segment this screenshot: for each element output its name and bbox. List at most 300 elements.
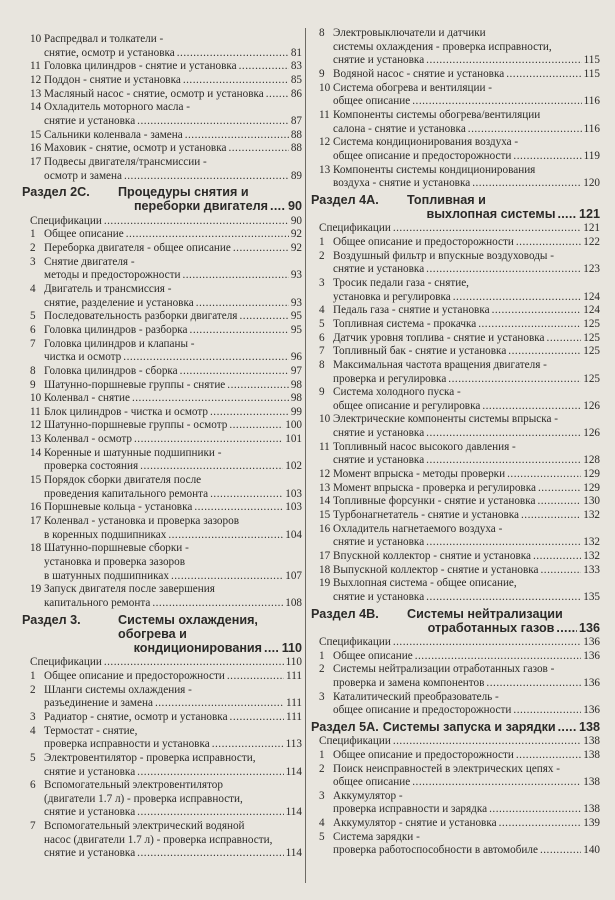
entry-title: Порядок сборки двигателя после [44, 474, 202, 487]
entry-number: 17 [319, 550, 331, 563]
toc-entry[interactable] [311, 691, 600, 718]
toc-entry[interactable] [22, 101, 302, 128]
dot-leader [118, 199, 134, 213]
entry-line [22, 488, 302, 502]
entry-title: общее описание [333, 95, 411, 108]
entry-title: Спецификации [319, 735, 391, 748]
indent [22, 766, 44, 780]
entry-line [311, 413, 600, 427]
section-heading[interactable] [22, 613, 302, 656]
toc-entry[interactable] [22, 419, 302, 433]
toc-entry[interactable] [22, 711, 302, 725]
toc-entry[interactable] [311, 790, 600, 817]
entry-title: Водяной насос - снятие и установка [333, 67, 505, 80]
entry-line [22, 115, 302, 129]
entry-title: Общее описание и предосторожности [333, 235, 514, 248]
entry-line [22, 738, 302, 752]
toc-entry[interactable] [311, 663, 600, 690]
entry-title: установка и проверка зазоров [44, 556, 186, 569]
specifications-entry[interactable] [311, 735, 600, 749]
entry-number: 2 [30, 683, 36, 696]
dot-leader [123, 351, 289, 365]
toc-entry[interactable] [22, 515, 302, 542]
page-number: 116 [583, 95, 600, 108]
dot-leader [185, 129, 289, 143]
entry-title: снятие и установка [333, 591, 425, 603]
toc-entry[interactable] [22, 338, 302, 365]
toc-entry[interactable] [311, 136, 600, 163]
page-number: 87 [290, 114, 302, 127]
page-number: 133 [583, 563, 600, 576]
entry-title: Общее описание [333, 649, 413, 662]
indent [311, 677, 333, 691]
dot-leader [472, 177, 581, 191]
entry-title: Запуск двигателя после завершения [44, 583, 215, 596]
entry-title: снятие и установка [44, 765, 136, 778]
indent [22, 297, 44, 311]
section-label: Раздел 4А. [311, 192, 379, 207]
toc-entry[interactable] [22, 583, 302, 610]
entry-title: Электрические компоненты системы впрыска - [333, 413, 559, 426]
entry-line [22, 779, 302, 793]
entry-line [311, 790, 600, 804]
entry-line [22, 101, 302, 115]
toc-entry[interactable] [311, 413, 600, 440]
section-title: Процедуры снятия и [118, 185, 249, 200]
dot-leader [137, 806, 283, 820]
dot-leader [194, 501, 283, 515]
entry-number: 12 [319, 136, 331, 149]
entry-title: Переборка двигателя - общее описание [44, 241, 231, 254]
dot-leader [266, 88, 289, 102]
toc-entry[interactable] [22, 447, 302, 474]
page-number: 108 [285, 597, 302, 609]
indent [22, 793, 44, 807]
dot-leader [407, 207, 427, 221]
section-heading[interactable] [311, 720, 600, 734]
toc-entry[interactable] [22, 88, 302, 102]
entry-number [311, 735, 319, 749]
dot-leader [415, 650, 582, 664]
entry-line [22, 228, 302, 242]
entry-title: Электровентилятор - проверка исправности, [44, 751, 256, 764]
indent [22, 641, 118, 655]
entry-line [22, 406, 302, 420]
toc-entry[interactable] [311, 763, 600, 790]
entry-line [311, 536, 600, 550]
entry-number [311, 222, 319, 236]
section-heading[interactable] [311, 193, 600, 221]
dot-leader [393, 222, 581, 236]
section-title: переборки двигателя [133, 199, 269, 214]
toc-entry[interactable] [311, 318, 600, 332]
entry-line [311, 454, 600, 468]
entry-title: системы охлаждения - проверка исправности, [333, 40, 552, 53]
toc-entry[interactable] [22, 820, 302, 861]
entry-title: Термостат - снятие, [44, 724, 138, 737]
page-number: 85 [290, 73, 302, 86]
entry-title: (двигатели 1.7 л) - проверка исправности, [44, 792, 243, 805]
entry-number: 14 [319, 495, 331, 508]
entry-line [22, 129, 302, 143]
entry-title: Общее описание и предосторожности [44, 669, 225, 682]
entry-number [22, 215, 30, 229]
toc-entry[interactable] [22, 474, 302, 501]
dot-leader [180, 365, 289, 379]
toc-entry[interactable] [311, 550, 600, 564]
page-number: 110 [281, 641, 303, 656]
entry-number: 11 [30, 405, 41, 418]
entry-line [22, 74, 302, 88]
toc-entry[interactable] [22, 60, 302, 74]
toc-entry[interactable] [22, 129, 302, 143]
entry-number: 11 [319, 108, 330, 121]
entry-line [311, 291, 600, 305]
toc-entry[interactable] [311, 468, 600, 482]
section-label: Раздел 4В. [311, 606, 379, 621]
dot-leader [533, 550, 581, 564]
entry-title: установка и регулировка [333, 290, 451, 303]
dot-leader [239, 60, 289, 74]
toc-entry[interactable] [311, 523, 600, 550]
heading-line [311, 621, 600, 635]
dot-leader [426, 454, 581, 468]
indent [311, 263, 333, 277]
entry-title: Впускной коллектор - снятие и установка [333, 550, 531, 563]
toc-entry[interactable] [311, 482, 600, 496]
page-number: 128 [583, 454, 600, 467]
entry-line [311, 318, 600, 332]
indent [22, 627, 118, 641]
toc-entry[interactable] [311, 831, 600, 858]
entry-number: 8 [30, 364, 36, 377]
dot-leader [228, 142, 288, 156]
heading-line [311, 193, 600, 207]
toc-entry[interactable] [311, 332, 600, 346]
section-title: выхлопная системы [426, 207, 556, 222]
page-number: 136 [583, 636, 600, 649]
page-number: 126 [583, 427, 600, 440]
page-number: 132 [583, 550, 600, 563]
entry-number: 1 [30, 228, 36, 241]
entry-line [22, 419, 302, 433]
entry-line [311, 468, 600, 482]
entry-title: насос (двигатели 1.7 л) - проверка исправности, [44, 833, 273, 846]
indent [22, 47, 44, 61]
entry-line [311, 650, 600, 664]
entry-title: Маховик - снятие, осмотр и установка [44, 142, 227, 155]
entry-line [311, 68, 600, 82]
heading-line [22, 627, 302, 641]
dot-leader [134, 433, 283, 447]
toc-entry[interactable] [311, 564, 600, 578]
toc-entry[interactable] [22, 670, 302, 684]
dot-leader [212, 738, 284, 752]
entry-line [311, 400, 600, 414]
entry-number: 12 [30, 73, 42, 86]
entry-title: снятие, разделение и установка [44, 296, 194, 309]
entry-number: 13 [319, 163, 331, 176]
toc-entry[interactable] [22, 365, 302, 379]
entry-number: 12 [319, 468, 331, 481]
entry-line [311, 495, 600, 509]
entry-line [22, 170, 302, 184]
entry-line [22, 242, 302, 256]
page-number: 125 [583, 317, 600, 330]
toc-entry[interactable] [22, 684, 302, 711]
entry-title: Электровыключатели и датчики [333, 27, 486, 39]
dot-leader [182, 269, 288, 283]
toc-entry[interactable] [22, 779, 302, 820]
dot-leader [239, 310, 288, 324]
entry-line [311, 345, 600, 359]
entry-line [311, 817, 600, 831]
entry-title: Система обогрева и вентиляции - [333, 81, 493, 94]
toc-entry[interactable] [311, 441, 600, 468]
entry-line [311, 277, 600, 291]
toc-entry[interactable] [22, 379, 302, 393]
toc-entry[interactable] [22, 142, 302, 156]
page-number: 93 [290, 296, 302, 309]
entry-number: 13 [319, 481, 331, 494]
entry-number: 9 [30, 378, 36, 391]
entry-line [22, 670, 302, 684]
indent [311, 291, 333, 305]
toc-entry[interactable] [311, 109, 600, 136]
entry-title: снятие и установка [333, 427, 425, 440]
entry-line [22, 501, 302, 515]
dot-leader [513, 704, 581, 718]
toc-entry[interactable] [311, 304, 600, 318]
indent [311, 704, 333, 718]
indent [22, 806, 44, 820]
entry-number: 13 [30, 433, 42, 446]
entry-line [22, 847, 302, 861]
toc-entry[interactable] [311, 650, 600, 664]
entry-line [22, 215, 302, 229]
dot-leader [104, 215, 289, 229]
section-label: Раздел 3. [22, 612, 81, 627]
entry-title: Поддон - снятие и установка [44, 73, 181, 86]
toc-entry[interactable] [311, 749, 600, 763]
page-number: 92 [290, 228, 302, 241]
toc-entry[interactable] [22, 33, 302, 60]
page-number: 122 [583, 235, 600, 248]
dot-leader [492, 304, 582, 318]
toc-entry[interactable] [311, 386, 600, 413]
toc-entry[interactable] [22, 256, 302, 283]
toc-entry[interactable] [22, 74, 302, 88]
entry-line [22, 433, 302, 447]
entry-line [22, 47, 302, 61]
entry-number: 6 [30, 779, 36, 792]
toc-entry[interactable] [22, 433, 302, 447]
page-number: 130 [583, 495, 600, 508]
toc-entry[interactable] [311, 359, 600, 386]
entry-title: Каталитический преобразователь - [333, 690, 499, 703]
entry-line [311, 136, 600, 150]
toc-entry[interactable] [311, 577, 600, 604]
entry-line [311, 304, 600, 318]
entry-number: 14 [30, 446, 42, 459]
entry-number: 4 [30, 724, 36, 737]
entry-title: Момент впрыска - методы проверки [333, 468, 506, 481]
page-number: 139 [583, 817, 600, 830]
dot-leader [412, 776, 581, 790]
toc-entry[interactable] [311, 82, 600, 109]
toc-entry[interactable] [22, 283, 302, 310]
page-number: 123 [583, 263, 600, 276]
entry-line [22, 752, 302, 766]
entry-title: Головка цилиндров и клапаны - [44, 337, 195, 350]
toc-entry[interactable] [22, 242, 302, 256]
entry-title: Выпускной коллектор - снятие и установка [333, 563, 539, 576]
toc-entry[interactable] [22, 406, 302, 420]
entry-title: чистка и осмотр [44, 351, 122, 364]
page-number: 100 [285, 419, 302, 432]
page-number: 86 [290, 87, 302, 100]
toc-entry[interactable] [311, 509, 600, 523]
toc-entry[interactable] [22, 324, 302, 338]
entry-number: 9 [319, 67, 325, 80]
toc-entry[interactable] [22, 310, 302, 324]
entry-line [22, 392, 302, 406]
toc-entry[interactable] [22, 228, 302, 242]
page-number: 119 [583, 149, 600, 162]
entry-line [311, 482, 600, 496]
entry-number: 7 [30, 820, 36, 833]
entry-title: осмотр и замена [44, 169, 122, 182]
entry-line [311, 41, 600, 55]
toc-entry[interactable] [22, 542, 302, 583]
entry-line [22, 142, 302, 156]
page-number: 114 [285, 765, 302, 778]
heading-line [311, 607, 600, 621]
dot-leader [558, 720, 577, 734]
entry-number: 19 [30, 583, 42, 596]
page-number: 95 [290, 323, 302, 336]
entry-line [311, 523, 600, 537]
toc-entry[interactable] [311, 164, 600, 191]
specifications-entry[interactable] [22, 656, 302, 670]
entry-number: 10 [30, 33, 42, 45]
entry-line [22, 570, 302, 584]
entry-title: Головка цилиндров - разборка [44, 323, 188, 336]
page-number: 136 [579, 620, 601, 635]
dot-leader [426, 54, 581, 68]
entry-title: общее описание [333, 776, 411, 789]
entry-number: 11 [319, 440, 330, 453]
entry-line [311, 123, 600, 137]
dot-leader [196, 297, 289, 311]
entry-line [311, 691, 600, 705]
toc-entry[interactable] [311, 68, 600, 82]
heading-line [22, 641, 302, 655]
entry-line [22, 766, 302, 780]
toc-entry[interactable] [22, 392, 302, 406]
page-number: 83 [290, 60, 302, 73]
entry-title: Вспомогательный электровентилятор [44, 779, 223, 792]
entry-line [311, 844, 600, 858]
dot-leader [168, 529, 283, 543]
toc-entry[interactable] [22, 725, 302, 752]
page-number: 129 [583, 481, 600, 494]
page-number: 129 [583, 468, 600, 481]
entry-title: Коленвал - установка и проверка зазоров [44, 515, 239, 528]
dot-leader [426, 591, 581, 605]
entry-title: проверка исправности и зарядка [333, 803, 488, 816]
toc-entry[interactable] [311, 236, 600, 250]
page-number: 103 [285, 487, 302, 500]
entry-line [22, 33, 302, 47]
page-number: 116 [583, 122, 600, 135]
entry-number: 18 [319, 563, 331, 576]
indent [311, 207, 407, 221]
entry-title: Общее описание [44, 228, 124, 241]
entry-title: Подвесы двигателя/трансмиссии - [44, 155, 207, 168]
dot-leader [426, 536, 581, 550]
entry-line [311, 441, 600, 455]
entry-number: 1 [319, 748, 325, 761]
entry-line [22, 597, 302, 611]
page-number: 121 [583, 222, 600, 235]
entry-title: Распредвал и толкатели - [44, 33, 164, 45]
indent [311, 54, 333, 68]
entry-title: Система кондиционирования воздуха - [333, 136, 519, 149]
page-number: 135 [583, 591, 600, 603]
page-number: 138 [583, 748, 600, 761]
entry-title: Выхлопная система - общее описание, [333, 577, 517, 590]
section-heading[interactable] [311, 607, 600, 635]
specifications-entry[interactable] [311, 222, 600, 236]
specifications-entry[interactable] [22, 215, 302, 229]
dot-leader [507, 468, 581, 482]
dot-leader [104, 656, 284, 670]
entry-line [311, 373, 600, 387]
toc-entry[interactable] [311, 817, 600, 831]
section-heading[interactable] [22, 185, 302, 213]
toc-entry[interactable] [311, 250, 600, 277]
heading-line [311, 720, 600, 734]
page-number: 125 [583, 372, 600, 385]
toc-entry[interactable] [22, 501, 302, 515]
dot-leader [124, 170, 289, 184]
entry-line [22, 806, 302, 820]
entry-title: Коренные и шатунные подшипники - [44, 446, 222, 459]
dot-leader [227, 670, 284, 684]
toc-entry[interactable] [22, 752, 302, 779]
indent [22, 170, 44, 184]
entry-line [22, 529, 302, 543]
dot-leader [393, 636, 581, 650]
dot-leader [137, 766, 283, 780]
indent [22, 115, 44, 129]
toc-entry[interactable] [311, 495, 600, 509]
toc-entry[interactable] [311, 27, 600, 68]
dot-leader [453, 291, 581, 305]
toc-entry[interactable] [22, 156, 302, 183]
specifications-entry[interactable] [311, 636, 600, 650]
indent [311, 400, 333, 414]
entry-title: Топливная система - прокачка [333, 317, 477, 330]
entry-line [311, 250, 600, 264]
entry-title: Спецификации [30, 214, 102, 227]
entry-title: Коленвал - осмотр [44, 433, 132, 446]
toc-entry[interactable] [311, 345, 600, 359]
entry-line [22, 256, 302, 270]
toc-entry[interactable] [311, 277, 600, 304]
entry-line [311, 763, 600, 777]
